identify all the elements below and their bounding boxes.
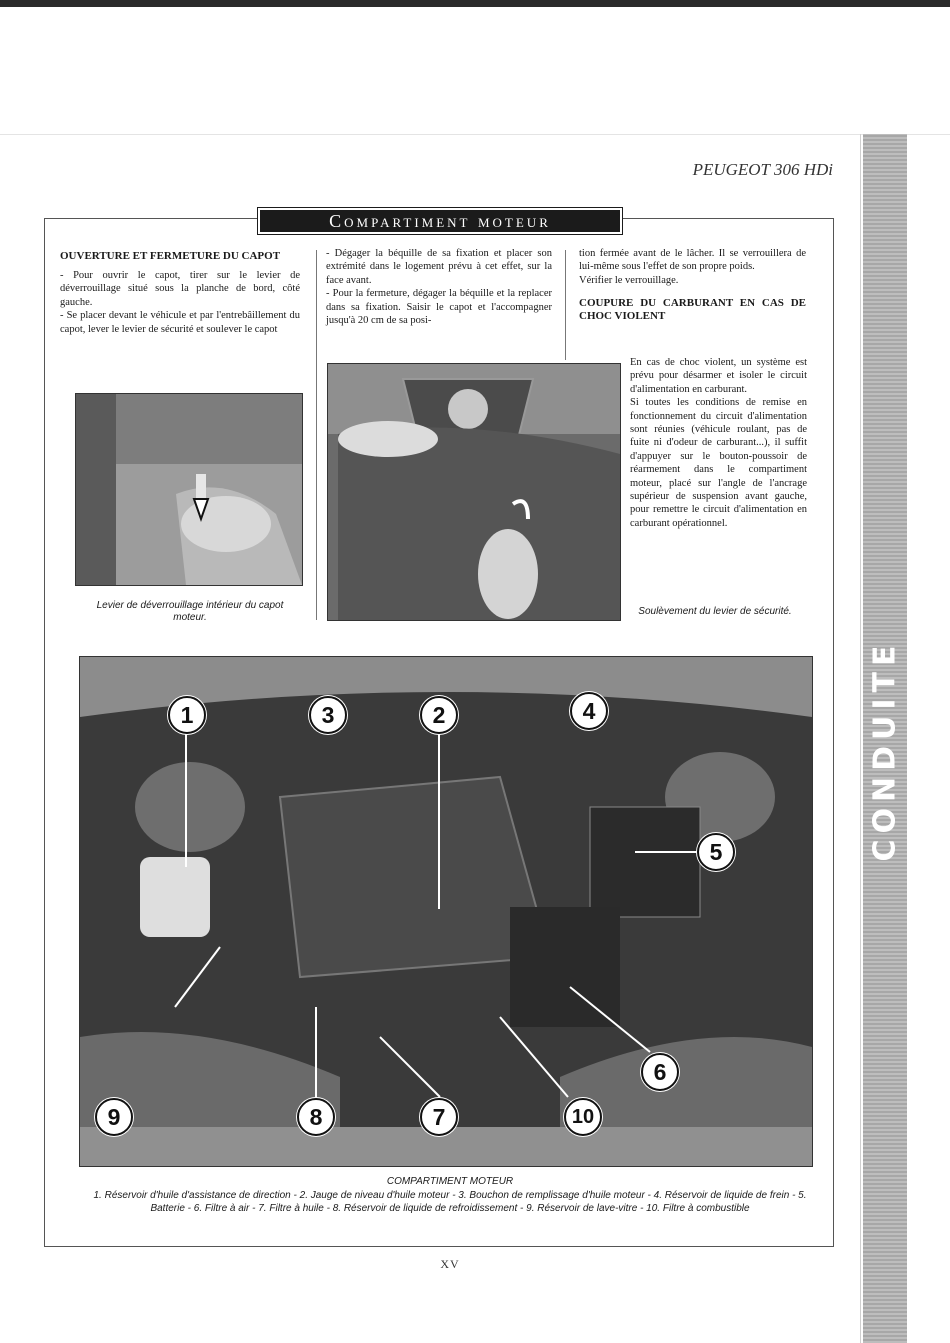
- callout-8: 8: [297, 1098, 335, 1136]
- col1-paragraph-1: - Pour ouvrir le capot, tirer sur le levier de déverrouillage situé sous la planche de bord, côté gauche.: [60, 270, 300, 308]
- scan-crease: [0, 134, 950, 135]
- side-tab-text: CONDUITE: [867, 638, 903, 862]
- col3-paragraph-4: Si toutes les conditions de remise en fonctionnement du circuit d'alimentation sont réunies (véhicule roulant, pas de fuite ni d'odeur de carburant...), il suffit d'appuyer sur le bouton-poussoir de réarmement dans le compartiment moteur, placé sur l'angle de l'ancrage supérieur de suspension avant gauche, pour remettre le circuit d'alimentation en carburant opérationnel.: [630, 397, 807, 529]
- callout-9: 9: [95, 1098, 133, 1136]
- section-title: Compartiment moteur: [258, 208, 622, 234]
- page-number: XV: [440, 1257, 460, 1271]
- callout-7: 7: [420, 1098, 458, 1136]
- hood-heading: OUVERTURE ET FERMETURE DU CAPOT: [60, 250, 281, 262]
- running-head: PEUGEOT 306 HDi: [692, 160, 833, 179]
- fuel-cutoff-heading: COUPURE DU CARBURANT EN CAS DE CHOC VIOLENT: [579, 297, 806, 323]
- text-column-3: [579, 247, 806, 329]
- text-column-3-cont: [630, 356, 807, 530]
- callout-6: 6: [641, 1053, 679, 1091]
- page-edge-rule: [860, 134, 861, 1343]
- caption-photo-2: Soulèvement du levier de sécurité.: [638, 606, 792, 617]
- callout-10: 10: [564, 1098, 602, 1136]
- callout-3: 3: [309, 696, 347, 734]
- callout-4: 4: [570, 692, 608, 730]
- legend: 1. Réservoir d'huile d'assistance de direction - 2. Jauge de niveau d'huile moteur - 3. Bouchon de remplissage d'huile moteur - 4. Réservoir de liquide de frein - 5. Batterie - 6. Filtre à air - 7. Filtre à huile - 8. Réservoir de liquide de refroidissement - 9. Réservoir de lave-vitre - 10. Filtre à combustible: [93, 1190, 807, 1214]
- column-divider: [565, 250, 566, 360]
- col3-paragraph-1: tion fermée avant de le lâcher. Il se verrouillera de lui-même sous l'effet de son propre poids.: [579, 248, 806, 273]
- callout-1: 1: [168, 696, 206, 734]
- side-tab-label: [863, 600, 907, 900]
- photo-release-lever: [75, 393, 303, 586]
- callout-5: 5: [697, 833, 735, 871]
- column-divider: [316, 250, 317, 620]
- safety-lever-illustration: [328, 364, 620, 620]
- photo-safety-lever: [327, 363, 621, 621]
- col3-paragraph-3: En cas de choc violent, un système est prévu pour désarmer et isoler le circuit d'alimentation en carburant.: [630, 357, 807, 395]
- release-lever-illustration: [76, 394, 302, 585]
- scan-top-edge: [0, 0, 950, 7]
- caption-main-photo: COMPARTIMENT MOTEUR: [386, 1176, 514, 1187]
- col2-paragraph-2: - Pour la fermeture, dégager la béquille et la replacer dans sa fixation. Saisir le capot et l'accompagner jusqu'à 20 cm de sa posi-: [326, 288, 552, 327]
- caption-photo-1: Levier de déverrouillage intérieur du capot moteur.: [96, 600, 284, 623]
- text-column-2: [326, 247, 552, 327]
- callout-2: 2: [420, 696, 458, 734]
- col2-paragraph-1: - Dégager la béquille de sa fixation et placer son extrémité dans le logement prévu à cet effet, sur la face avant.: [326, 248, 552, 286]
- text-column-1: [60, 250, 300, 336]
- col1-paragraph-2: - Se placer devant le véhicule et par l'entrebâillement du capot, lever le levier de sécurité et soulever le capot: [60, 310, 300, 335]
- col3-paragraph-2: Vérifier le verrouillage.: [579, 274, 679, 286]
